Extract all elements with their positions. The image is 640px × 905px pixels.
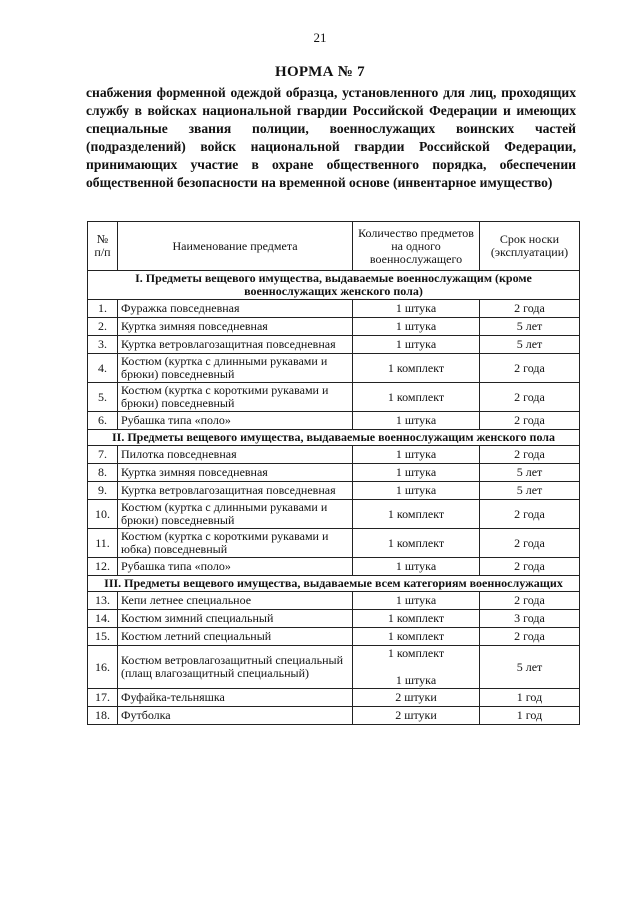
row-num: 7.: [88, 446, 118, 464]
table-row: [88, 592, 580, 610]
page-number: 21: [313, 30, 327, 45]
row-name: Костюм (куртка с длинными рукавами и брюки) повседневный: [118, 354, 353, 383]
row-name: Костюм (куртка с короткими рукавами и юбка) повседневный: [118, 529, 353, 558]
table-row: [88, 446, 580, 464]
row-qty: 2 штуки: [353, 689, 480, 707]
row-qty: 2 штуки: [353, 707, 480, 725]
table-row: [88, 610, 580, 628]
row-qty: 1 комплект: [353, 354, 480, 383]
table-row: [88, 558, 580, 576]
row-term: 2 года: [480, 383, 580, 412]
row-name: Куртка ветровлагозащитная повседневная: [118, 336, 353, 354]
row-num: 16.: [88, 646, 118, 689]
row-num: 2.: [88, 318, 118, 336]
section-title: II. Предметы вещевого имущества, выдаваемые военнослужащим женского пола: [88, 430, 580, 446]
table-row: [88, 707, 580, 725]
row-num: 9.: [88, 482, 118, 500]
row-name: Куртка ветровлагозащитная повседневная: [118, 482, 353, 500]
header-qty: Количество предметов на одного военнослужащего: [353, 222, 480, 271]
row-term: 5 лет: [480, 464, 580, 482]
row-qty: 1 штука: [353, 318, 480, 336]
row-num: 1.: [88, 300, 118, 318]
row-name: Кепи летнее специальное: [118, 592, 353, 610]
row-qty: 1 штука: [353, 464, 480, 482]
row-term: 3 года: [480, 610, 580, 628]
row-qty-secondary: 1 штука: [395, 673, 437, 687]
table-row: [88, 354, 580, 383]
row-name: Костюм летний специальный: [118, 628, 353, 646]
row-qty: 1 комплект: [353, 500, 480, 529]
row-term: 5 лет: [480, 482, 580, 500]
row-num: 17.: [88, 689, 118, 707]
row-term: 1 год: [480, 689, 580, 707]
row-name: Фуфайка-тельняшка: [118, 689, 353, 707]
row-term: 2 года: [480, 500, 580, 529]
norm-table: [87, 221, 580, 725]
row-num: 8.: [88, 464, 118, 482]
section-header-row: [88, 271, 580, 300]
row-term: 2 года: [480, 628, 580, 646]
table-row: [88, 383, 580, 412]
row-num: 4.: [88, 354, 118, 383]
row-qty: 1 штука: [353, 446, 480, 464]
row-term: 1 год: [480, 707, 580, 725]
document-title: НОРМА № 7: [275, 64, 365, 80]
header-num: № п/п: [88, 222, 118, 271]
row-qty: 1 комплект: [353, 383, 480, 412]
row-name: Футболка: [118, 707, 353, 725]
row-num: 6.: [88, 412, 118, 430]
table-row: [88, 500, 580, 529]
row-term: 2 года: [480, 592, 580, 610]
row-term: 2 года: [480, 354, 580, 383]
row-name: Костюм (куртка с короткими рукавами и брюки) повседневный: [118, 383, 353, 412]
table-row: [88, 689, 580, 707]
row-qty: 1 комплект: [353, 628, 480, 646]
row-term: 2 года: [480, 529, 580, 558]
table-row: [88, 336, 580, 354]
header-term: Срок носки (эксплуатации): [480, 222, 580, 271]
row-qty: 1 штука: [353, 592, 480, 610]
row-name: Фуражка повседневная: [118, 300, 353, 318]
document-intro: снабжения форменной одеждой образца, установленного для лиц, проходящих службу в войсках национальной гвардии Российской Федерации и имеющих специальные звания полиции, военнослужащих воинских частей (подразделений) войск национальной гвардии Российской Федерации, принимающих участие в охране общественного порядка, обеспечении общественной безопасности на временной основе (инвентарное имущество): [86, 85, 576, 190]
row-name: Куртка зимняя повседневная: [118, 464, 353, 482]
row-name: Рубашка типа «поло»: [118, 558, 353, 576]
row-term: 5 лет: [480, 336, 580, 354]
row-term: 2 года: [480, 300, 580, 318]
row-num: 15.: [88, 628, 118, 646]
section-header-row: [88, 430, 580, 446]
row-qty: 1 штука: [353, 412, 480, 430]
row-name: Костюм зимний специальный: [118, 610, 353, 628]
section-title: III. Предметы вещевого имущества, выдаваемые всем категориям военнослужащих: [88, 576, 580, 592]
row-qty: 1 комплект: [387, 646, 445, 660]
row-num: 3.: [88, 336, 118, 354]
row-num: 18.: [88, 707, 118, 725]
row-num: 5.: [88, 383, 118, 412]
row-qty: 1 штука: [353, 300, 480, 318]
row-num: 11.: [88, 529, 118, 558]
row-term: 2 года: [480, 446, 580, 464]
row-num: 10.: [88, 500, 118, 529]
table-row: [88, 300, 580, 318]
row-qty: 1 комплект: [353, 529, 480, 558]
table-row: [88, 318, 580, 336]
row-term: 5 лет: [480, 646, 580, 689]
row-qty-cell: [353, 646, 480, 689]
row-name: Пилотка повседневная: [118, 446, 353, 464]
row-qty: 1 комплект: [353, 610, 480, 628]
row-qty: 1 штука: [353, 336, 480, 354]
row-qty: 1 штука: [353, 558, 480, 576]
row-term: 2 года: [480, 558, 580, 576]
table-header-row: [88, 222, 580, 271]
row-num: 14.: [88, 610, 118, 628]
section-title: I. Предметы вещевого имущества, выдаваемые военнослужащим (кроме военнослужащих женского пола): [88, 271, 580, 300]
row-name: Рубашка типа «поло»: [118, 412, 353, 430]
table-row: [88, 464, 580, 482]
header-name: Наименование предмета: [118, 222, 353, 271]
row-name: Костюм ветровлагозащитный специальный (плащ влагозащитный специальный): [118, 646, 353, 689]
row-num: 12.: [88, 558, 118, 576]
row-qty: 1 штука: [353, 482, 480, 500]
section-header-row: [88, 576, 580, 592]
row-name: Костюм (куртка с длинными рукавами и брюки) повседневный: [118, 500, 353, 529]
table-row: [88, 646, 580, 689]
row-name: Куртка зимняя повседневная: [118, 318, 353, 336]
row-term: 2 года: [480, 412, 580, 430]
table-row: [88, 529, 580, 558]
row-num: 13.: [88, 592, 118, 610]
table-row: [88, 628, 580, 646]
table-row: [88, 412, 580, 430]
table-row: [88, 482, 580, 500]
row-term: 5 лет: [480, 318, 580, 336]
